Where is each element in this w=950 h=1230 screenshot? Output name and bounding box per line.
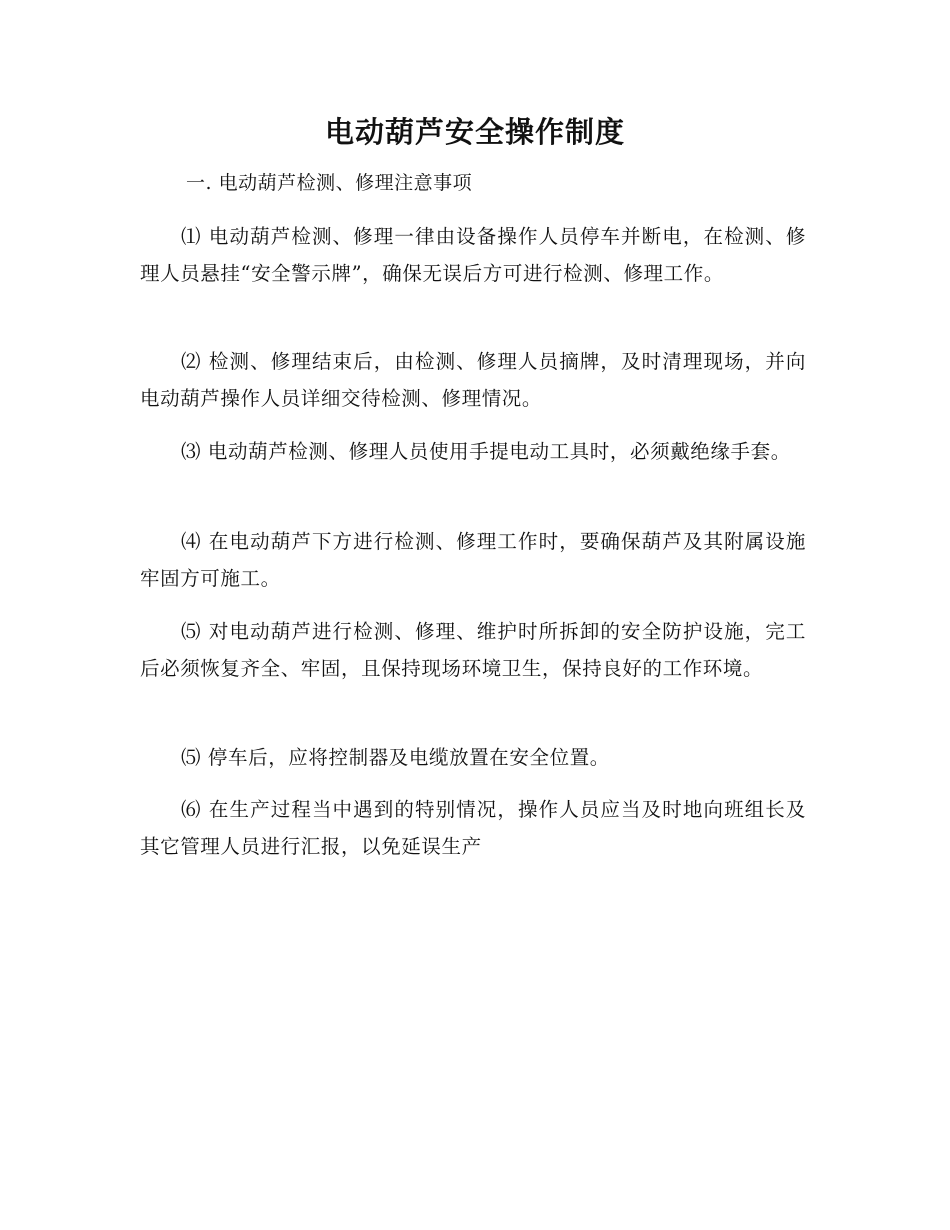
paragraph-4: ⑷ 在电动葫芦下方进行检测、修理工作时，要确保葫芦及其附属设施牢固方可施工。 bbox=[140, 530, 806, 590]
paragraph-1: ⑴ 电动葫芦检测、修理一律由设备操作人员停车并断电，在检测、修理人员悬挂“安全警示牌”，确保无误后方可进行检测、修理工作。 bbox=[140, 225, 806, 285]
section-heading: 一. 电动葫芦检测、修理注意事项 bbox=[186, 172, 473, 194]
paragraph-5: ⑸ 对电动葫芦进行检测、修理、维护时所拆卸的安全防护设施，完工后必须恢复齐全、牢固，且保持现场环境卫生，保持良好的工作环境。 bbox=[140, 620, 806, 680]
paragraph-2: ⑵ 检测、修理结束后，由检测、修理人员摘牌，及时清理现场，并向电动葫芦操作人员详细交待检测、修理情况。 bbox=[140, 350, 806, 410]
paragraph-6: ⑸ 停车后，应将控制器及电缆放置在安全位置。 bbox=[181, 746, 610, 769]
paragraph-7: ⑹ 在生产过程当中遇到的特别情况，操作人员应当及时地向班组长及其它管理人员进行汇报，以免延误生产 bbox=[140, 798, 806, 858]
paragraph-3: ⑶ 电动葫芦检测、修理人员使用手提电动工具时，必须戴绝缘手套。 bbox=[181, 440, 791, 463]
document-title: 电动葫芦安全操作制度 bbox=[324, 115, 625, 149]
